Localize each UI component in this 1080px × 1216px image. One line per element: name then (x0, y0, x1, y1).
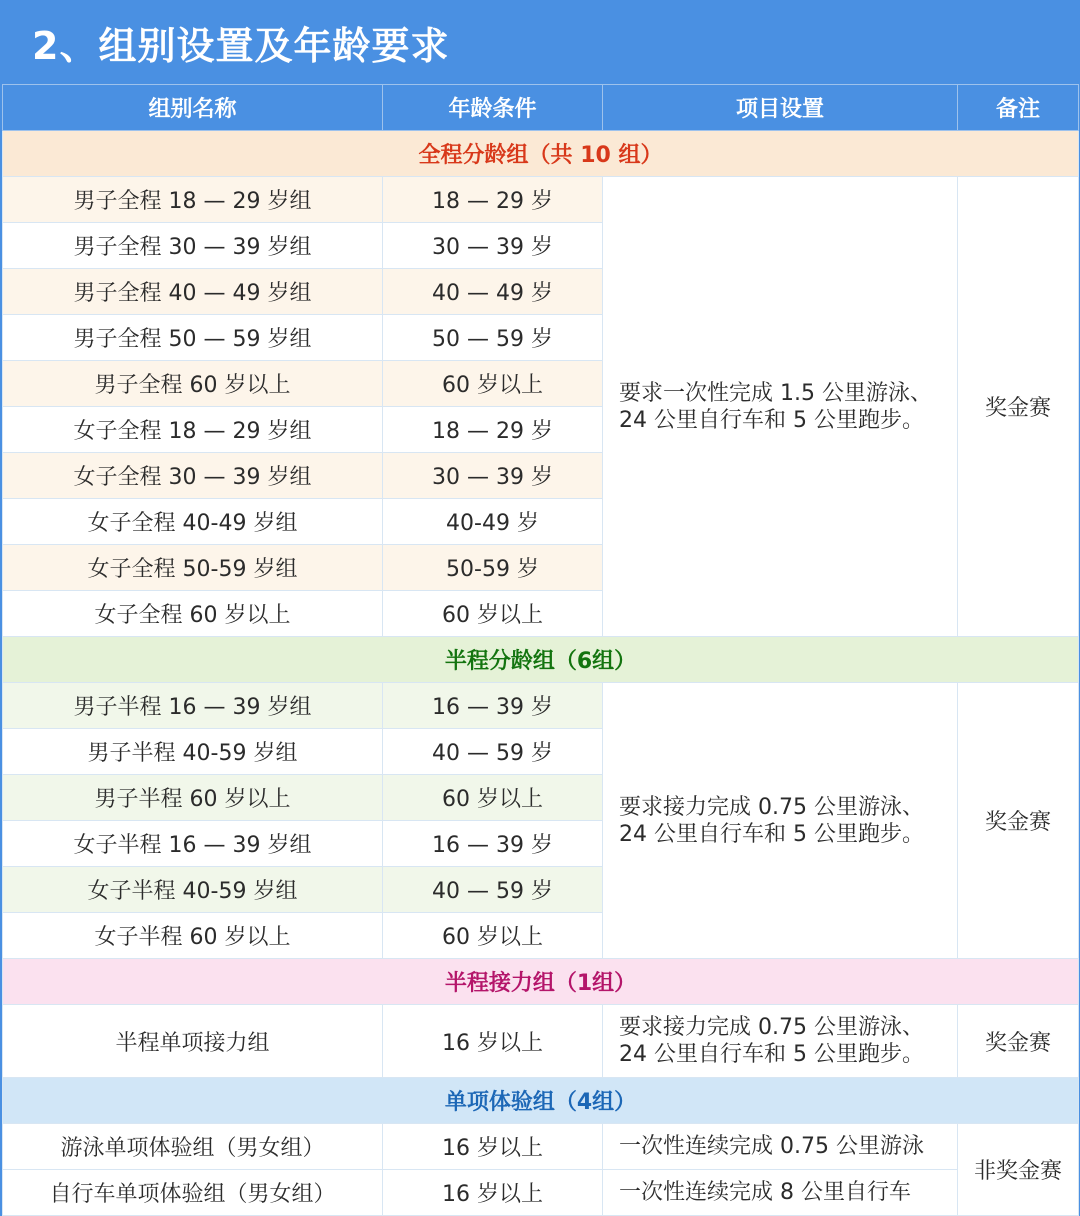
section-full-row (3, 131, 1079, 177)
group-name-cell: 半程单项接力组 (3, 1005, 383, 1078)
full-project-line2: 24 公里自行车和 5 公里跑步。 (619, 407, 924, 433)
group-name-cell: 男子全程 40 — 49 岁组 (3, 269, 383, 315)
section-relay-label: 半程接力组（1组） (3, 959, 1079, 1005)
age-cell: 16 岁以上 (383, 1124, 603, 1170)
age-cell: 30 — 39 岁 (383, 223, 603, 269)
age-cell: 50-59 岁 (383, 545, 603, 591)
group-name-cell: 女子半程 16 — 39 岁组 (3, 821, 383, 867)
section-single-row (3, 1078, 1079, 1124)
full-note-cell: 奖金赛 (958, 177, 1079, 637)
group-name-cell: 女子全程 60 岁以上 (3, 591, 383, 637)
relay-project-line2: 24 公里自行车和 5 公里跑步。 (619, 1042, 924, 1067)
group-name-cell: 游泳单项体验组（男女组） (3, 1124, 383, 1170)
group-name-cell: 自行车单项体验组（男女组） (3, 1170, 383, 1216)
age-cell: 60 岁以上 (383, 361, 603, 407)
full-project-cell (603, 177, 958, 637)
section-half-row (3, 637, 1079, 683)
table-row (3, 1170, 1079, 1216)
project-cell: 一次性连续完成 0.75 公里游泳 (603, 1124, 958, 1170)
group-name-cell: 男子半程 60 岁以上 (3, 775, 383, 821)
table-header-row (3, 85, 1079, 131)
age-cell: 50 — 59 岁 (383, 315, 603, 361)
group-name-cell: 女子半程 40-59 岁组 (3, 867, 383, 913)
table-row (3, 177, 1079, 223)
group-name-cell: 男子全程 60 岁以上 (3, 361, 383, 407)
age-cell: 60 岁以上 (383, 775, 603, 821)
half-project-cell (603, 683, 958, 959)
age-cell: 60 岁以上 (383, 913, 603, 959)
group-name-cell: 女子全程 30 — 39 岁组 (3, 453, 383, 499)
header-note: 备注 (958, 85, 1079, 131)
relay-note-cell: 奖金赛 (958, 1005, 1079, 1078)
age-cell: 40 — 59 岁 (383, 867, 603, 913)
age-cell: 16 岁以上 (383, 1005, 603, 1078)
table-row (3, 683, 1079, 729)
half-note-cell: 奖金赛 (958, 683, 1079, 959)
half-project-line1: 要求接力完成 0.75 公里游泳、 (619, 794, 924, 820)
age-cell: 16 — 39 岁 (383, 683, 603, 729)
table-row (3, 1124, 1079, 1170)
table-row (3, 1005, 1079, 1078)
age-cell: 18 — 29 岁 (383, 177, 603, 223)
project-cell: 一次性连续完成 8 公里自行车 (603, 1170, 958, 1216)
age-cell: 40 — 49 岁 (383, 269, 603, 315)
section-relay-row (3, 959, 1079, 1005)
group-name-cell: 男子全程 30 — 39 岁组 (3, 223, 383, 269)
header-project: 项目设置 (603, 85, 958, 131)
group-name-cell: 男子半程 40-59 岁组 (3, 729, 383, 775)
age-cell: 40-49 岁 (383, 499, 603, 545)
section-full-label: 全程分龄组（共 10 组） (3, 131, 1079, 177)
single-note-cell: 非奖金赛 (958, 1124, 1079, 1216)
group-name-cell: 女子半程 60 岁以上 (3, 913, 383, 959)
header-group-name: 组别名称 (3, 85, 383, 131)
relay-project-cell (603, 1005, 958, 1078)
section-half-label: 半程分龄组（6组） (3, 637, 1079, 683)
full-project-line1: 要求一次性完成 1.5 公里游泳、 (619, 380, 932, 406)
section-single-label: 单项体验组（4组） (3, 1078, 1079, 1124)
group-name-cell: 男子全程 50 — 59 岁组 (3, 315, 383, 361)
age-cell: 16 — 39 岁 (383, 821, 603, 867)
page-title: 2、组别设置及年龄要求 (0, 0, 1080, 84)
group-name-cell: 女子全程 40-49 岁组 (3, 499, 383, 545)
age-cell: 60 岁以上 (383, 591, 603, 637)
group-name-cell: 男子全程 18 — 29 岁组 (3, 177, 383, 223)
relay-project-line1: 要求接力完成 0.75 公里游泳、 (619, 1015, 924, 1040)
header-age-condition: 年龄条件 (383, 85, 603, 131)
group-name-cell: 男子半程 16 — 39 岁组 (3, 683, 383, 729)
age-cell: 30 — 39 岁 (383, 453, 603, 499)
group-name-cell: 女子全程 50-59 岁组 (3, 545, 383, 591)
age-cell: 16 岁以上 (383, 1170, 603, 1216)
age-cell: 40 — 59 岁 (383, 729, 603, 775)
group-name-cell: 女子全程 18 — 29 岁组 (3, 407, 383, 453)
age-cell: 18 — 29 岁 (383, 407, 603, 453)
half-project-line2: 24 公里自行车和 5 公里跑步。 (619, 821, 924, 847)
group-table (2, 84, 1079, 1216)
